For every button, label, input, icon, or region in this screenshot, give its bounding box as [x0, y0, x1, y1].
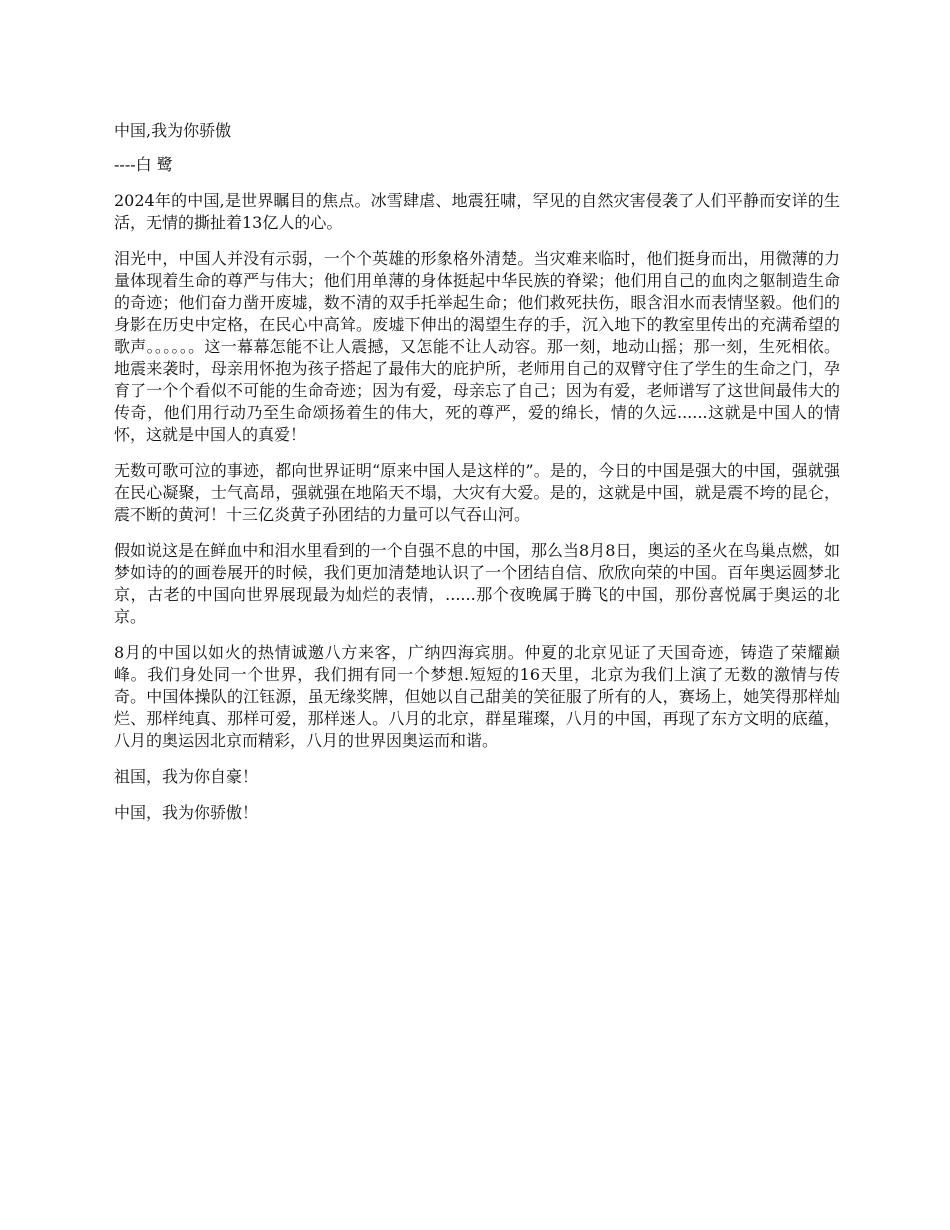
document-author: ----白 鹭 — [114, 155, 173, 174]
paragraph-strength: 无数可歌可泣的事迹，都向世界证明“原来中国人是这样的”。是的，今日的中国是强大的中国，强就强在民心凝聚，士气高昂，强就强在地陷天不塌，大灾有大爱。是的，这就是中国，就是震不垮的昆仑，震不断的黄河！十三亿炎黄子孙团结的力量可以气吞山河。 — [114, 461, 840, 524]
paragraph-proud-china: 中国，我为你骄傲！ — [114, 803, 259, 822]
paragraph-heroes: 泪光中，中国人并没有示弱，一个个英雄的形象格外清楚。当灾难来临时，他们挺身而出，用微薄的力量体现着生命的尊严与伟大；他们用单薄的身体挺起中华民族的脊梁；他们用自己的血肉之躯制造生命的奇迹；他们奋力凿开废墟，数不清的双手托举起生命；他们救死扶伤，眼含泪水而表情坚毅。他们的身影在历史中定格，在民心中高耸。废墟下伸出的渴望生存的手，沉入地下的教室里传出的充满希望的歌声。。。。。。这一幕幕怎能不让人震撼，又怎能不让人动容。那一刻，地动山摇；那一刻，生死相依。地震来袭时，母亲用怀抱为孩子搭起了最伟大的庇护所，老师用自己的双臂守住了学生的生命之门，孕育了一个个看似不可能的生命奇迹；因为有爱，母亲忘了自己；因为有爱，老师谱写了这世间最伟大的传奇，他们用行动乃至生命颂扬着生的伟大，死的尊严，爱的绵长，情的久远......这就是中国人的情怀，这就是中国人的真爱！ — [114, 249, 840, 444]
paragraph-olympic-opening: 假如说这是在鲜血中和泪水里看到的一个自强不息的中国，那么当8月8日，奥运的圣火在鸟巢点燃，如梦如诗的的画卷展开的时候，我们更加清楚地认识了一个团结自信、欣欣向荣的中国。百年奥运圆梦北京，古老的中国向世界展现最为灿烂的表情，......那个夜晚属于腾飞的中国，那份喜悦属于奥运的北京。 — [114, 541, 840, 626]
paragraph-proud-motherland: 祖国，我为你自豪！ — [114, 767, 259, 786]
paragraph-august-beijing: 8月的中国以如火的热情诚邀八方来客，广纳四海宾朋。仲夏的北京见证了天国奇迹，铸造了荣耀巅峰。我们身处同一个世界，我们拥有同一个梦想.短短的16天里，北京为我们上演了无数的激情与传奇。中国体操队的江钰源，虽无缘奖牌，但她以自己甜美的笑征服了所有的人，赛场上，她笑得那样灿烂、那样纯真、那样可爱，那样迷人。八月的北京，群星璀璨，八月的中国，再现了东方文明的底蕴，八月的奥运因北京而精彩，八月的世界因奥运而和谐。 — [114, 643, 840, 750]
document-page — [114, 120, 840, 838]
paragraph-disasters: 2024年的中国,是世界瞩目的焦点。冰雪肆虐、地震狂啸，罕见的自然灾害侵袭了人们平静而安详的生活，无情的撕扯着13亿人的心。 — [114, 191, 840, 232]
document-title: 中国,我为你骄傲 — [114, 121, 232, 140]
